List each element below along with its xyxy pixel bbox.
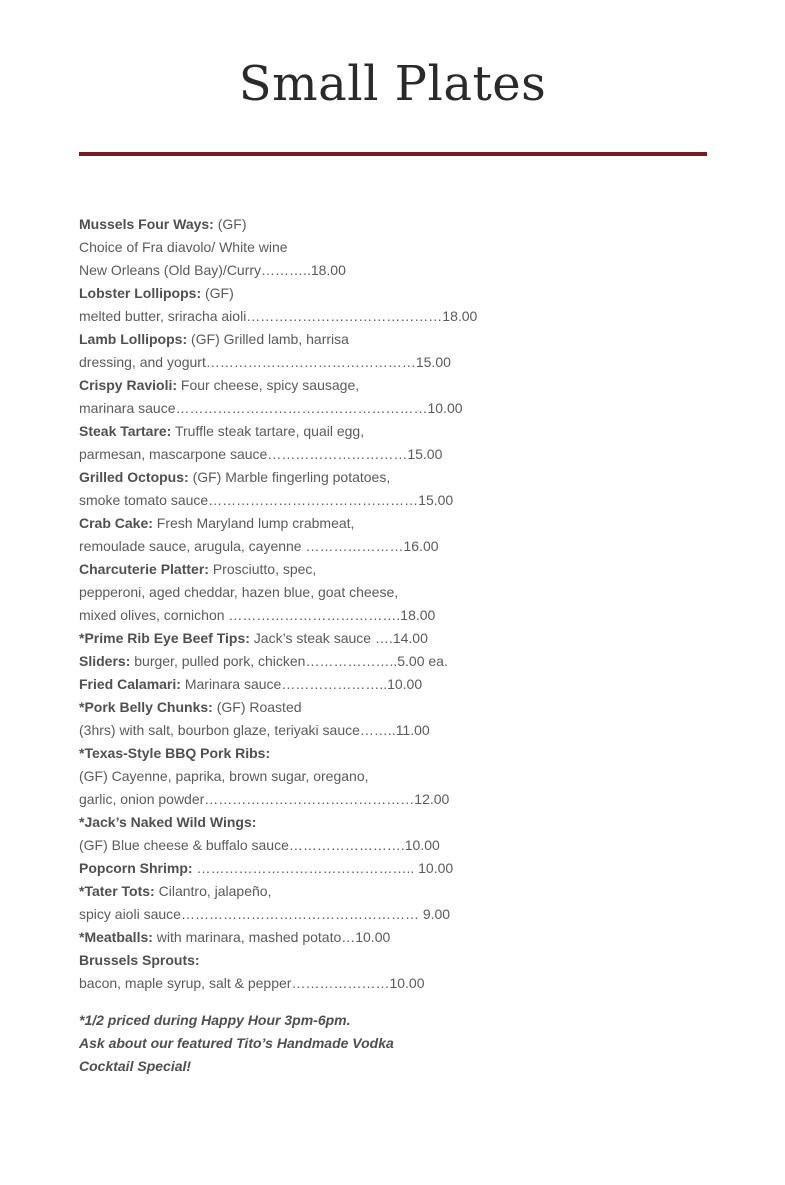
menu-item-name: Sliders: xyxy=(79,653,131,669)
menu-item-line xyxy=(79,305,719,328)
menu-item-description: (3hrs) with salt, bourbon glaze, teriyaki sauce……..11.00 xyxy=(79,722,430,738)
menu-item-description: remoulade sauce, arugula, cayenne …………………16.00 xyxy=(79,538,439,554)
menu-item xyxy=(79,213,719,282)
menu-item-line xyxy=(79,650,719,673)
menu-item-line xyxy=(79,489,719,512)
menu-item-description: pepperoni, aged cheddar, hazen blue, goat cheese, xyxy=(79,584,399,600)
menu-item-line xyxy=(79,581,719,604)
menu-item-line xyxy=(79,443,719,466)
menu-item-name: *Pork Belly Chunks: xyxy=(79,699,213,715)
title-divider xyxy=(79,152,707,156)
menu-item xyxy=(79,650,719,673)
menu-item-description: dressing, and yogurt………………………………………15.00 xyxy=(79,354,451,370)
menu-item-name: *Tater Tots: xyxy=(79,883,155,899)
menu-item-line xyxy=(79,949,719,972)
menu-item xyxy=(79,926,719,949)
menu-item-line xyxy=(79,558,719,581)
menu-item xyxy=(79,857,719,880)
menu-list xyxy=(79,213,719,995)
menu-item-description: (GF) Blue cheese & buffalo sauce…………………….10.00 xyxy=(79,837,440,853)
menu-item-line xyxy=(79,213,719,236)
menu-item-name: Grilled Octopus: xyxy=(79,469,189,485)
menu-item-description: (GF) xyxy=(213,216,247,232)
menu-item-line xyxy=(79,972,719,995)
menu-item-line xyxy=(79,466,719,489)
menu-item-name: *Prime Rib Eye Beef Tips: xyxy=(79,630,250,646)
menu-item-description: (GF) Cayenne, paprika, brown sugar, oregano, xyxy=(79,768,369,784)
menu-item xyxy=(79,949,719,995)
menu-item xyxy=(79,558,719,627)
menu-item-description: Jack’s steak sauce ….14.00 xyxy=(249,630,428,646)
menu-item-name: Crab Cake: xyxy=(79,515,153,531)
page-title: Small Plates xyxy=(238,56,547,112)
menu-item-line xyxy=(79,788,719,811)
menu-item-description: parmesan, mascarpone sauce…………………………15.00 xyxy=(79,446,443,462)
menu-item-name: Lamb Lollipops: xyxy=(79,331,188,347)
menu-item-line xyxy=(79,742,719,765)
menu-item-description: marinara sauce………………………………………………10.00 xyxy=(79,400,463,416)
menu-item xyxy=(79,880,719,926)
menu-item-line xyxy=(79,834,719,857)
menu-item xyxy=(79,696,719,742)
menu-item xyxy=(79,811,719,857)
menu-item-line xyxy=(79,328,719,351)
menu-item-line xyxy=(79,903,719,926)
menu-item-line xyxy=(79,259,719,282)
menu-item-line xyxy=(79,397,719,420)
menu-item-description: Marinara sauce…………………..10.00 xyxy=(180,676,423,692)
menu-item-description: burger, pulled pork, chicken………………..5.00 ea. xyxy=(130,653,448,669)
menu-item-line xyxy=(79,236,719,259)
menu-item-description: mixed olives, cornichon ……………………………….18.00 xyxy=(79,607,436,623)
menu-item-description: with marinara, mashed potato…10.00 xyxy=(152,929,391,945)
menu-item-line xyxy=(79,282,719,305)
menu-item-line xyxy=(79,627,719,650)
menu-item-line xyxy=(79,420,719,443)
menu-item-name: Popcorn Shrimp: xyxy=(79,860,193,876)
menu-item-name: *Texas-Style BBQ Pork Ribs: xyxy=(79,745,271,761)
menu-item-name: *Jack’s Naked Wild Wings: xyxy=(79,814,257,830)
menu-item-description: melted butter, sriracha aioli……………………………………18.00 xyxy=(79,308,478,324)
menu-item-description: bacon, maple syrup, salt & pepper…………………10.00 xyxy=(79,975,425,991)
menu-item-name: Charcuterie Platter: xyxy=(79,561,209,577)
menu-item-line xyxy=(79,604,719,627)
menu-item-description: (GF) xyxy=(201,285,234,301)
happy-hour-note xyxy=(79,1009,719,1078)
menu-item-description: spicy aioli sauce…………………………………………… 9.00 xyxy=(79,906,451,922)
menu-item-line xyxy=(79,374,719,397)
menu-item xyxy=(79,742,719,811)
menu-item-line xyxy=(79,719,719,742)
menu-item-line xyxy=(79,857,719,880)
menu-item xyxy=(79,282,719,328)
menu-item-description: Fresh Maryland lump crabmeat, xyxy=(152,515,355,531)
menu-item-description: garlic, onion powder………………………………………12.00 xyxy=(79,791,450,807)
menu-item-line xyxy=(79,926,719,949)
menu-item-line xyxy=(79,811,719,834)
menu-item-line xyxy=(79,673,719,696)
menu-item-line xyxy=(79,351,719,374)
menu-item-line xyxy=(79,696,719,719)
menu-item-name: Brussels Sprouts: xyxy=(79,952,200,968)
menu-item-description: Prosciutto, spec, xyxy=(208,561,317,577)
menu-item-description: Cilantro, jalapeño, xyxy=(154,883,272,899)
menu-item-line xyxy=(79,765,719,788)
menu-item-description: Truffle steak tartare, quail egg, xyxy=(171,423,365,439)
menu-item-line xyxy=(79,535,719,558)
note-line: Cocktail Special! xyxy=(79,1058,192,1074)
menu-item xyxy=(79,466,719,512)
menu-item xyxy=(79,420,719,466)
menu-item-name: Crispy Ravioli: xyxy=(79,377,178,393)
menu-item-name: Steak Tartare: xyxy=(79,423,172,439)
menu-item-description: ……………………………………….. 10.00 xyxy=(192,860,454,876)
menu-item xyxy=(79,328,719,374)
note-line: Ask about our featured Tito’s Handmade Vodka xyxy=(79,1035,394,1051)
menu-item xyxy=(79,673,719,696)
menu-item-name: Lobster Lollipops: xyxy=(79,285,202,301)
note-line: *1/2 priced during Happy Hour 3pm-6pm. xyxy=(79,1012,351,1028)
menu-item xyxy=(79,512,719,558)
menu-item-line xyxy=(79,880,719,903)
menu-item-name: *Meatballs: xyxy=(79,929,153,945)
menu-item-description: (GF) Roasted xyxy=(212,699,302,715)
menu-item-description: (GF) Marble fingerling potatoes, xyxy=(188,469,391,485)
menu-item-line xyxy=(79,512,719,535)
menu-item-name: Mussels Four Ways: xyxy=(79,216,214,232)
menu-item-description: (GF) Grilled lamb, harrisa xyxy=(187,331,349,347)
menu-item xyxy=(79,627,719,650)
menu-item xyxy=(79,374,719,420)
menu-item-name: Fried Calamari: xyxy=(79,676,181,692)
menu-item-description: smoke tomato sauce………………………………………15.00 xyxy=(79,492,454,508)
menu-item-description: New Orleans (Old Bay)/Curry………..18.00 xyxy=(79,262,346,278)
menu-item-description: Four cheese, spicy sausage, xyxy=(177,377,360,393)
menu-item-description: Choice of Fra diavolo/ White wine xyxy=(79,239,288,255)
